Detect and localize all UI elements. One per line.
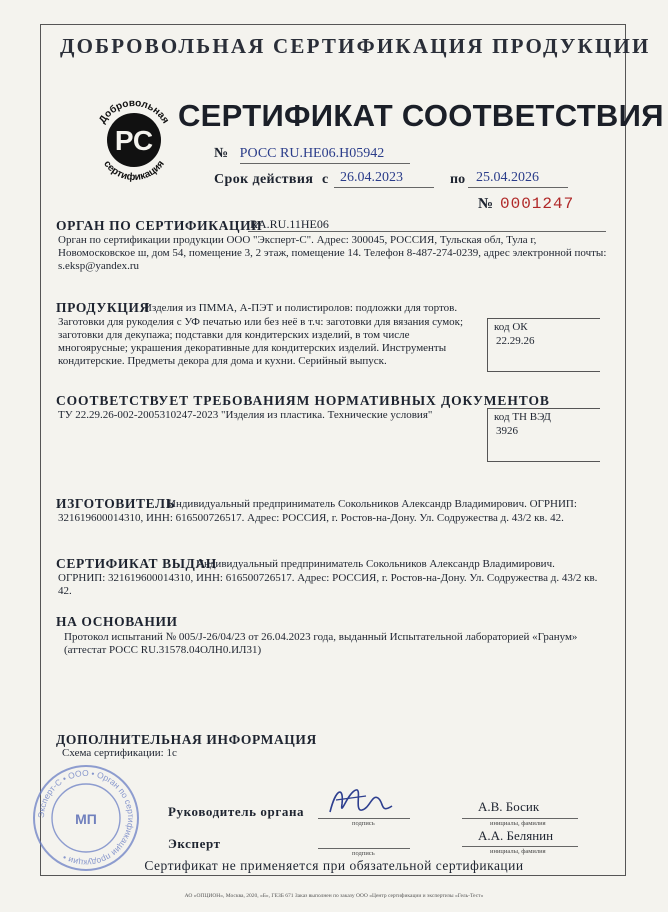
standards-heading: СООТВЕТСТВУЕТ ТРЕБОВАНИЯМ НОРМАТИВНЫХ ДОКУМЕНТОВ [56, 393, 550, 408]
product-line-5: кондитерские. Предметы декора для дома и кухни. Серийный выпуск. [58, 355, 387, 367]
okpd-value: 22.29.26 [496, 335, 535, 347]
valid-to-underline [468, 187, 568, 188]
validity-to-label: по [450, 172, 466, 187]
valid-from-underline [334, 187, 434, 188]
basis-line-1: Протокол испытаний № 005/J-26/04/23 от 26.04.2023 года, выданный Испытательной лабораторией «Гранум» [64, 631, 578, 643]
manufacturer-heading: ИЗГОТОВИТЕЛЬ [56, 496, 176, 511]
signature-scribble-icon [322, 782, 402, 826]
number-underline [240, 163, 410, 164]
okpd-label: код ОК [494, 321, 528, 333]
logo-text-bottom: сертификация [101, 158, 167, 184]
head-name: А.В. Босик [478, 799, 540, 814]
serial-number: 0001247 [500, 195, 575, 213]
stamp-ring-text: Эксперт-С • ООО • Орган по сертификации продукции • [35, 767, 137, 869]
manufacturer-line-1: Индивидуальный предприниматель Сокольников Александр Владимирович. ОГРНИП: [168, 498, 577, 510]
okpd-code-box [487, 318, 600, 372]
number-prefix: № [214, 146, 229, 161]
expert-signature-caption: подпись [352, 850, 375, 857]
manufacturer-line-2: 321619600014310, ИНН: 616500726517. Адрес: РОССИЯ, г. Ростов-на-Дону. Ул. Содружества д. 43/2 кв. 42. [58, 512, 564, 524]
logo-mark: РС [114, 125, 154, 156]
rs-logo-icon [86, 92, 182, 188]
head-signature [322, 782, 402, 826]
expert-name: А.А. Белянин [478, 828, 554, 843]
standards-line: ТУ 22.29.26-002-2005310247-2023 "Изделия из пластика. Технические условия" [58, 409, 433, 421]
head-name-line [462, 818, 578, 819]
issued-to-line-3: 42. [58, 585, 72, 597]
certification-body-line-2: Новомосковское ш, дом 54, помещение 3, 2 этаж, помещение 14. Телефон 8-487-274-0239, адрес электронной почты: [58, 247, 607, 259]
validity-label: Срок действия [214, 172, 314, 187]
basis-line-2: (аттестат РОСС RU.31578.04ОЛН0.ИЛ31) [64, 644, 262, 656]
footer-note: Сертификат не применяется при обязательной сертификации [144, 858, 524, 873]
body-code-underline [248, 231, 606, 232]
printer-info: АО «ОПЦИОН», Москва, 2020, «Б», ГЕЗБ 671 Заказ выполнен по заказу ООО «Центр сертификации и экспертизы «Гель-Тест» [184, 893, 484, 899]
tnved-label: код ТН ВЭД [494, 411, 551, 423]
certification-body-heading: ОРГАН ПО СЕРТИФИКАЦИИ [56, 218, 263, 233]
additional-heading: ДОПОЛНИТЕЛЬНАЯ ИНФОРМАЦИЯ [56, 732, 317, 747]
product-heading: ПРОДУКЦИЯ [56, 300, 150, 315]
certification-body-line-3: s.eksp@yandex.ru [58, 260, 140, 272]
program-title: ДОБРОВОЛЬНАЯ СЕРТИФИКАЦИЯ ПРОДУКЦИИ [60, 34, 651, 58]
basis-heading: НА ОСНОВАНИИ [56, 614, 178, 629]
head-signature-caption: подпись [352, 820, 375, 827]
expert-signature-line [318, 848, 410, 849]
issued-to-line-2: ОГРНИП: 321619600014310, ИНН: 616500726517. Адрес: РОССИЯ, г. Ростов-на-Дону. Ул. Содружества д. 43/2 кв. [58, 572, 598, 584]
expert-name-line [462, 846, 578, 847]
valid-to-date: 25.04.2026 [476, 170, 539, 185]
tnved-code-box [487, 408, 600, 462]
certification-body-line-1: Орган по сертификации продукции ООО "Эксперт-С". Адрес: 300045, РОССИЯ, Тульская обл, Тула г, [58, 234, 537, 246]
issued-to-heading: СЕРТИФИКАТ ВЫДАН [56, 556, 217, 571]
serial-prefix: № [478, 196, 494, 212]
certification-scheme: Схема сертификации: 1с [62, 747, 177, 759]
product-line-2: Заготовки для рукоделия с УФ печатью или без неё в т.ч: заготовки для вязания сумок; [58, 316, 464, 328]
certificate-title: СЕРТИФИКАТ СООТВЕТСТВИЯ [178, 98, 664, 133]
head-name-caption: инициалы, фамилия [490, 820, 546, 827]
issued-to-line-1: Индивидуальный предприниматель Сокольников Александр Владимирович. [196, 558, 555, 570]
certificate-number-row [214, 146, 384, 162]
tnved-value: 3926 [496, 425, 518, 437]
logo-text-top: Добровольная [97, 97, 171, 126]
certification-body-code: RA.RU.11HE06 [250, 217, 329, 231]
product-line-4: многоярусные; украшения декоративные для кондитерских изделий. Инструменты [58, 342, 447, 354]
validity-from-label: с [322, 172, 329, 187]
rs-logo [86, 92, 182, 188]
valid-from-date: 26.04.2023 [340, 170, 403, 185]
certificate-number: РОСС RU.HE06.H05942 [239, 146, 385, 161]
expert-name-caption: инициалы, фамилия [490, 848, 546, 855]
stamp-center-text: МП [75, 811, 97, 827]
expert-label: Эксперт [168, 836, 221, 851]
head-label: Руководитель органа [168, 804, 305, 819]
product-line-1: Изделия из ПММА, А-ПЭТ и полистиролов: подложки для тортов. [144, 302, 458, 314]
product-line-3: заготовки для декупажа; подставки для кондитерских изделий, в том числе [58, 329, 410, 341]
